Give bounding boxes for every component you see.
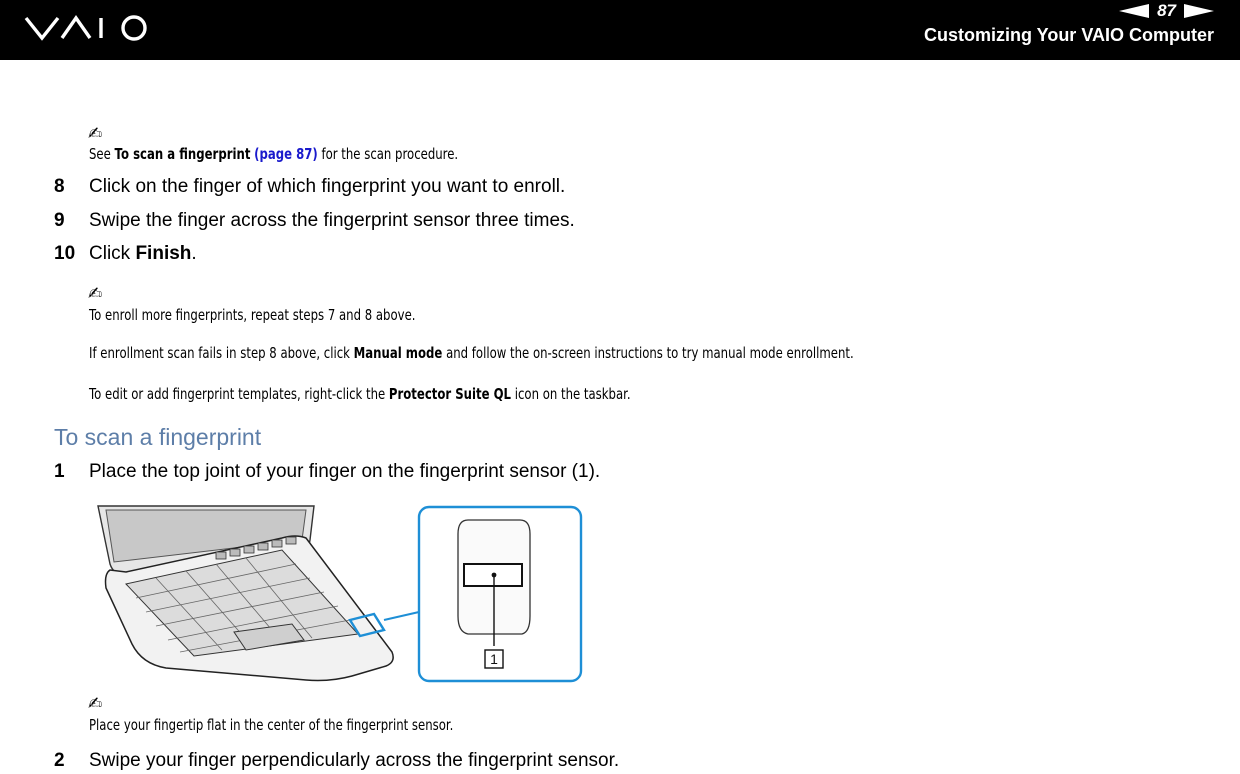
note-pencil-icon: ✍ — [88, 284, 103, 304]
page-link[interactable]: (page 87) — [254, 145, 318, 163]
step-9 — [54, 210, 575, 232]
note-bold-text: To scan a fingerprint — [114, 145, 251, 163]
page-navigation — [1119, 0, 1214, 22]
note-scan-reference — [89, 145, 458, 163]
note-text: If enrollment scan fails in step 8 above, click — [89, 344, 354, 362]
subheading-scan: To scan a fingerprint — [54, 424, 262, 450]
note-text: for the scan procedure. — [317, 145, 459, 163]
step-number: 2 — [54, 750, 65, 771]
note-text: To edit or add fingerprint templates, right-click the — [89, 385, 389, 403]
note-bold-text: Manual mode — [353, 344, 443, 362]
note-text: icon on the taskbar. — [511, 385, 631, 403]
note-text: See — [89, 145, 115, 163]
step-number: 8 — [54, 176, 65, 197]
note-fingertip-flat: Place your fingertip flat in the center of the fingerprint sensor. — [89, 716, 454, 734]
scan-step-2 — [54, 750, 619, 772]
note-text: and follow the on-screen instructions to try manual mode enrollment. — [442, 344, 854, 362]
header-bar — [0, 0, 1240, 60]
sensor-callout — [419, 507, 581, 681]
section-title: Customizing Your VAIO Computer — [923, 25, 1214, 45]
note-pencil-icon: ✍ — [88, 694, 103, 714]
vaio-logo — [22, 8, 162, 46]
next-page-arrow-icon[interactable] — [1184, 4, 1214, 18]
step-8 — [54, 176, 565, 198]
prev-page-arrow-icon[interactable] — [1119, 4, 1149, 18]
step-text: Click — [89, 243, 136, 264]
step-bold-text: Finish — [135, 243, 192, 264]
step-number: 1 — [54, 461, 65, 482]
laptop-icon — [98, 506, 419, 681]
step-number: 10 — [54, 243, 76, 264]
note-pencil-icon: ✍ — [88, 124, 103, 144]
laptop-sensor-illustration — [96, 504, 586, 686]
page-number: 87 — [1157, 1, 1176, 20]
step-text: . — [191, 243, 197, 264]
step-10 — [54, 243, 197, 265]
step-text: Swipe your finger perpendicularly across the fingerprint sensor. — [89, 750, 620, 771]
step-text: Place the top joint of your finger on the fingerprint sensor (1). — [89, 461, 601, 482]
scan-step-1 — [54, 461, 600, 483]
step-text: Swipe the finger across the fingerprint sensor three times. — [89, 210, 575, 231]
callout-label: 1 — [490, 651, 498, 667]
step-number: 9 — [54, 210, 65, 231]
step-text: Click on the finger of which fingerprint you want to enroll. — [89, 176, 566, 197]
note-enroll-more: To enroll more fingerprints, repeat steps 7 and 8 above. — [89, 306, 416, 324]
note-edit-templates — [89, 385, 631, 403]
note-bold-text: Protector Suite QL — [388, 385, 512, 403]
note-manual-mode — [89, 344, 854, 362]
